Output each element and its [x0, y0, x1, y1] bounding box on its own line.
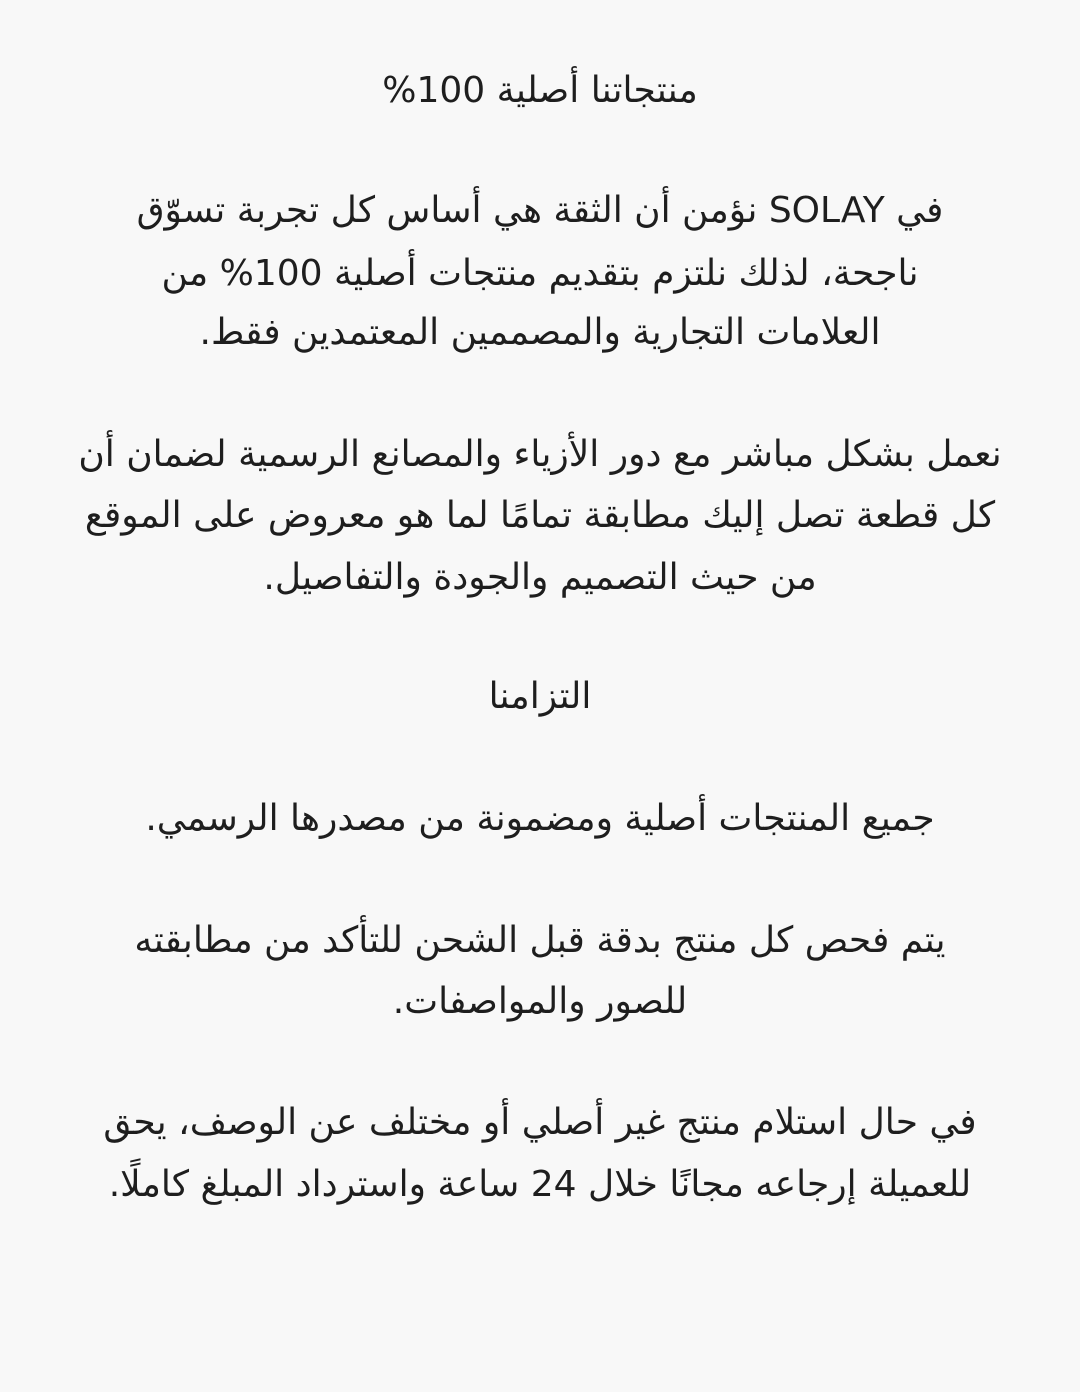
- commitment-returns-line-1: في حال استلام منتج غير أصلي أو مختلف عن الوصف، يحق: [103, 1102, 977, 1143]
- page-title: منتجاتنا أصلية 100%: [382, 70, 698, 111]
- intro-line-3: العلامات التجارية والمصممين المعتمدين فقط.: [199, 312, 881, 353]
- commitment-returns-line-2: للعميلة إرجاعه مجانًا خلال 24 ساعة واسترداد المبلغ كاملًا.: [108, 1164, 972, 1205]
- commitment-inspection-line-1: يتم فحص كل منتج بدقة قبل الشحن للتأكد من مطابقته: [134, 920, 946, 961]
- body-line-1: نعمل بشكل مباشر مع دور الأزياء والمصانع الرسمية لضمان أن: [78, 434, 1002, 475]
- body-line-2: كل قطعة تصل إليك مطابقة تمامًا لما هو معروض على الموقع: [84, 495, 996, 536]
- body-line-3: من حيث التصميم والجودة والتفاصيل.: [263, 557, 817, 598]
- intro-line-2: ناجحة، لذلك نلتزم بتقديم منتجات أصلية 100% من: [161, 253, 919, 294]
- intro-line-1: في SOLAY نؤمن أن الثقة هي أساس كل تجربة تسوّق: [136, 190, 944, 231]
- commitment-heading: التزامنا: [488, 676, 592, 717]
- document: [50, 0, 1030, 1392]
- commitment-inspection-line-2: للصور والمواصفات.: [392, 981, 688, 1022]
- commitment-authentic: جميع المنتجات أصلية ومضمونة من مصدرها الرسمي.: [145, 798, 935, 839]
